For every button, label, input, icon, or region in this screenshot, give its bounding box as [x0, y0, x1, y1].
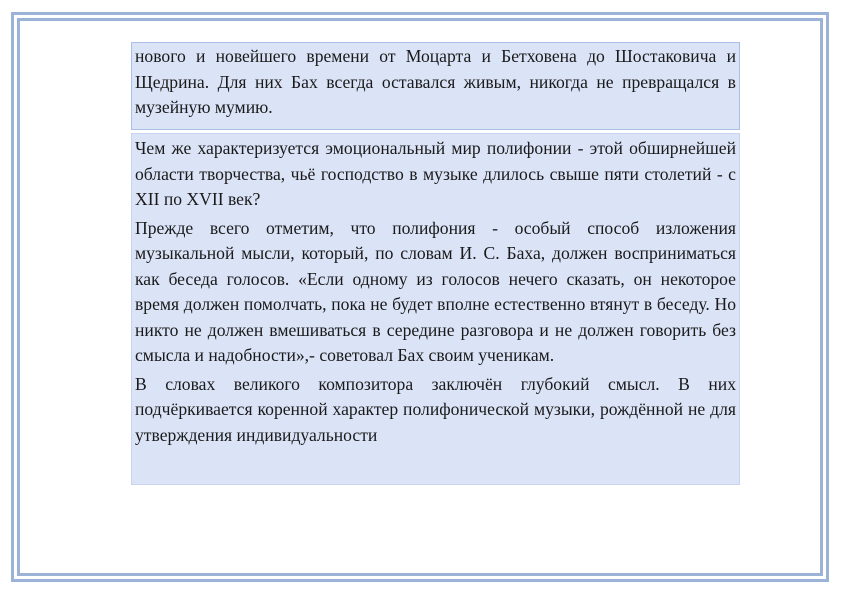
text-box-top[interactable] — [131, 42, 740, 130]
paragraph-1: Чем же характеризуется эмоциональный мир полифонии - этой обширнейшей области творчества, чьё господство в музыке длилось свыше пяти столетий - с XII по XVII век? — [135, 138, 736, 209]
text-box-main[interactable] — [131, 133, 740, 485]
paragraph-3: В словах великого композитора заключён глубокий смысл. В них подчёркивается коренной характер полифонической музыки, рождённой не для утверждения индивидуальности — [135, 373, 736, 445]
paragraph-top: нового и новейшего времени от Моцарта и Бетховена до Шостаковича и Щедрина. Для них Бах всегда оставался живым, никогда не превращался в музейную мумию. — [135, 46, 736, 117]
paragraph-2: Прежде всего отметим, что полифония - особый способ изложения музыкальной мысли, который, по словам И. С. Баха, должен восприниматься как беседа голосов. «Если одному из голосов нечего сказать, он некоторое время должен помолчать, пока не будет вполне естественно втянут в беседу. Но никто не должен вмешиваться в середине разговора и не должен говорить без смысла и надобности»,- советовал Бах своим ученикам. — [135, 217, 736, 365]
